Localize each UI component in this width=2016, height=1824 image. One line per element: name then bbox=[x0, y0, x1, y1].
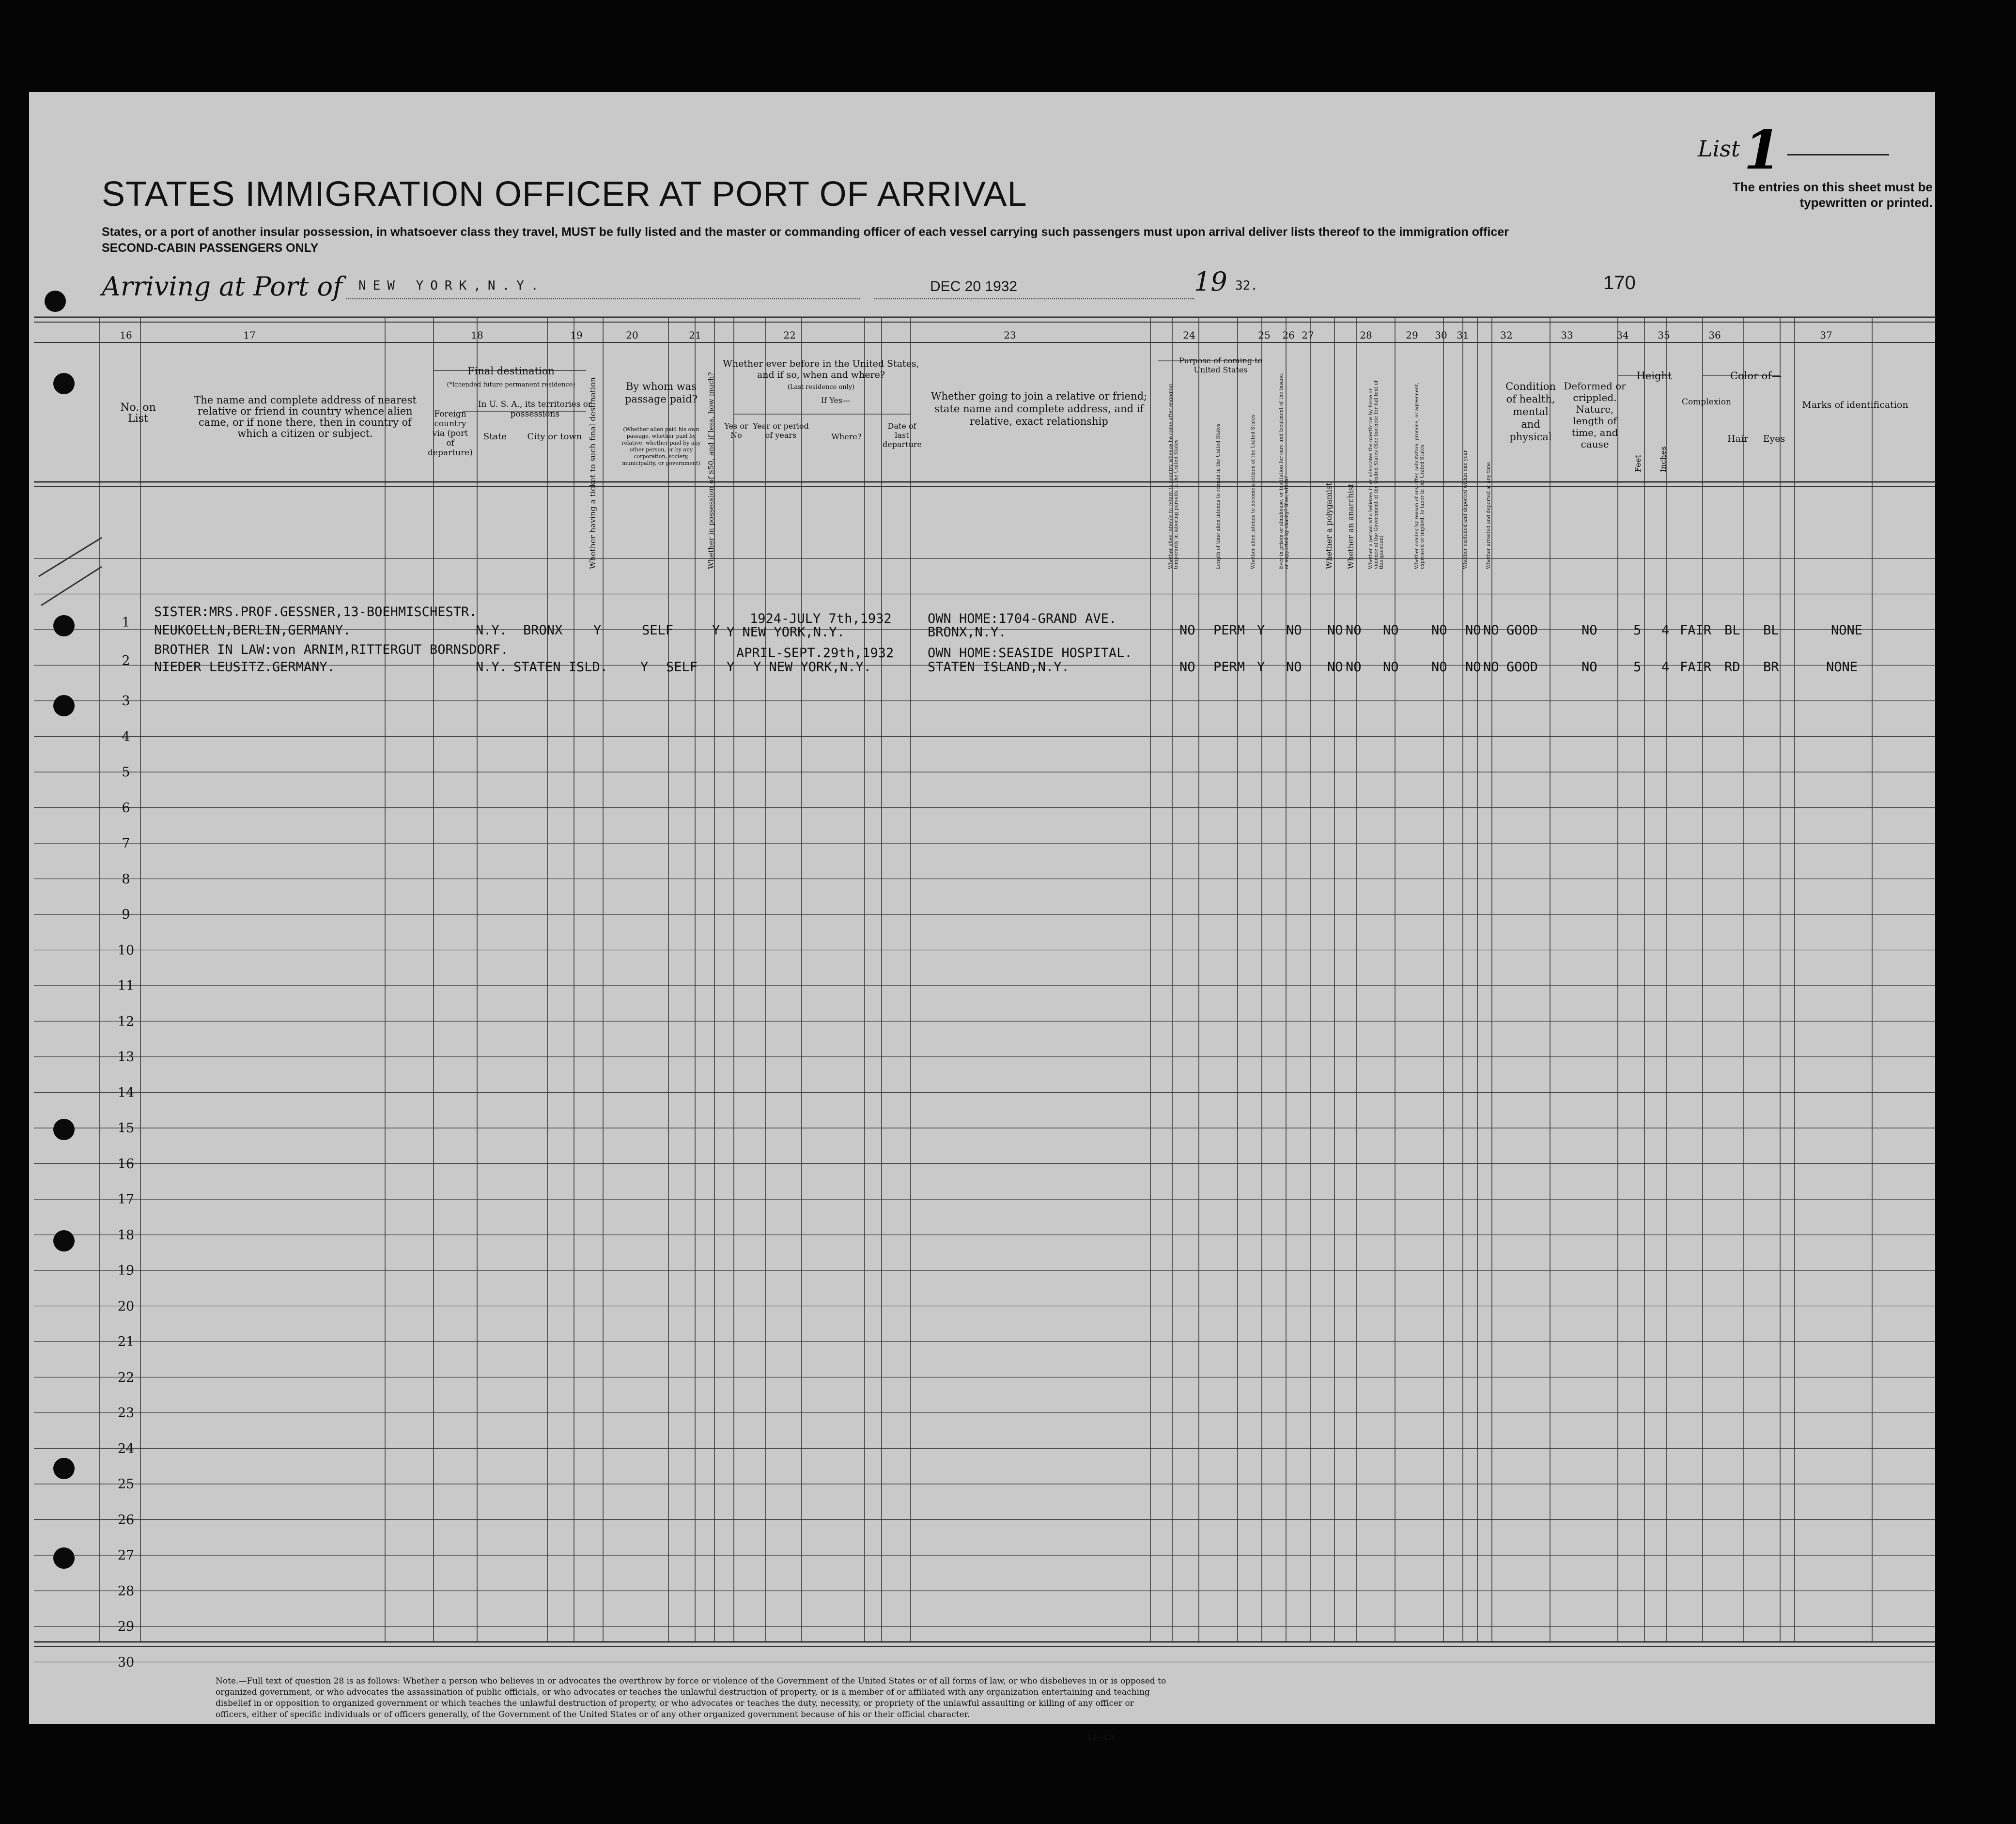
column-number: 34 bbox=[1616, 329, 1629, 341]
header-by-whom-paid: By whom was passage paid? bbox=[625, 381, 698, 405]
header-color-of: Color of— bbox=[1730, 370, 1782, 382]
paid-by-value: SELF bbox=[666, 660, 698, 675]
polygamist-value: NO bbox=[1327, 623, 1343, 638]
header-q28: Whether a person who believes in or advocates the overthrow by force or violence of the Government of the United States (See footnote for full text of this question) bbox=[1368, 380, 1384, 569]
header-state: State bbox=[483, 432, 507, 442]
manifest-grid bbox=[29, 92, 1935, 1724]
header-date-departure: Date of last departure bbox=[883, 421, 922, 449]
hair-value: RD bbox=[1724, 660, 1740, 675]
relative-address-line: NIEDER LEUSITZ.GERMANY. bbox=[154, 660, 335, 675]
eyes-value: BL bbox=[1763, 623, 1779, 638]
header-nearest-relative: The name and complete address of nearest relative or friend in country whence alien came, or if none there, then in country of which a citizen or subject. bbox=[194, 394, 417, 439]
header-city: City or town bbox=[527, 432, 582, 442]
column-number: 29 bbox=[1406, 329, 1418, 341]
row-number: 19 bbox=[117, 1263, 135, 1278]
row-number: 27 bbox=[117, 1548, 135, 1563]
health-value: GOOD bbox=[1506, 660, 1538, 675]
footnote-q28: Note.—Full text of question 28 is as follows: Whether a person who believes in or advocates the overthrow by force or violence of the Government of the United States or of all forms of law, or who disbelieves in or is opposed to organized government, or who advocates the assassination of public officials, or who advocates or teaches the unlawful destruction of property, or is a member of or affiliated with any organization entertaining and teaching disbelief in or opposition to organized government or which teaches the unlawful destruction of property, or who advocates or teaches the duty, necessity, or propriety of the unlawful assaulting or killing of any officer or officers, either of specific individuals or of officers generally, of the Government of the United States or of any other organized government because of his or their official character. bbox=[216, 1676, 1166, 1719]
anarchist-value: NO bbox=[1346, 660, 1362, 675]
header-prison: Ever in prison or almshouse, or institution for care and treatment of the insane, or supported by charity? If so, which? bbox=[1279, 372, 1289, 569]
row-number: 9 bbox=[122, 907, 130, 922]
row-number: 25 bbox=[117, 1477, 135, 1492]
header-inches: Inches bbox=[1659, 446, 1668, 472]
purpose-return: NO bbox=[1179, 623, 1195, 638]
height-inches: 4 bbox=[1661, 623, 1670, 638]
height-inches: 4 bbox=[1661, 660, 1670, 675]
row-number: 7 bbox=[122, 836, 130, 851]
polygamist-value: NO bbox=[1327, 660, 1343, 675]
complexion-value: FAIR bbox=[1680, 623, 1712, 638]
q29-value: NO bbox=[1431, 623, 1447, 638]
binder-hole bbox=[53, 695, 75, 716]
list-number: 1 bbox=[1744, 119, 1781, 181]
sheet-number: 170 bbox=[1603, 272, 1636, 294]
column-number: 16 bbox=[120, 329, 132, 341]
row-number: 18 bbox=[117, 1227, 135, 1243]
complexion-value: FAIR bbox=[1680, 660, 1712, 675]
row-number: 23 bbox=[117, 1406, 135, 1421]
column-number: 21 bbox=[689, 329, 701, 341]
header-anarchist: Whether an anarchist bbox=[1346, 483, 1355, 569]
column-number: 32 bbox=[1500, 329, 1513, 341]
instruction-text: States, or a port of another insular possession, in whatsoever class they travel, MUST be fully listed and the master or commanding officer of each vessel carrying such passengers must upon arrival deliver lists thereof to the immigration officer bbox=[102, 225, 1509, 239]
row-number: 5 bbox=[122, 765, 130, 780]
q29-value: NO bbox=[1431, 660, 1447, 675]
destination-state: N.Y. bbox=[476, 623, 508, 638]
row-number: 6 bbox=[122, 800, 130, 816]
before-in-us-dates: APRIL-SEPT.29th,1932 bbox=[736, 646, 894, 661]
column-number: 19 bbox=[570, 329, 583, 341]
q31-value: NO bbox=[1483, 623, 1499, 638]
q28-value: NO bbox=[1383, 660, 1399, 675]
health-value: GOOD bbox=[1506, 623, 1538, 638]
binder-hole bbox=[45, 291, 66, 312]
binder-hole bbox=[53, 1119, 75, 1140]
header-purpose-return: Whether alien intends to return to country whence he came after engaging temporarily in laboring pursuits in the United States bbox=[1168, 384, 1179, 569]
binder-hole bbox=[53, 1458, 75, 1479]
header-in-usa: In U. S. A., its territories or possessions bbox=[478, 400, 592, 419]
row-number: 8 bbox=[122, 871, 130, 887]
q28-value: NO bbox=[1383, 623, 1399, 638]
q31-value: NO bbox=[1483, 660, 1499, 675]
header-last-residence: (Last residence only) bbox=[787, 384, 855, 391]
hair-value: BL bbox=[1724, 623, 1740, 638]
date-value: DEC 20 1932 bbox=[930, 278, 1018, 294]
binder-hole bbox=[53, 1230, 75, 1252]
prison-value: NO bbox=[1286, 660, 1302, 675]
column-number: 20 bbox=[626, 329, 638, 341]
row-number: 20 bbox=[117, 1298, 135, 1314]
header-marks: Marks of identification bbox=[1802, 400, 1908, 410]
q30-value: NO bbox=[1465, 660, 1481, 675]
before-in-us-dates: 1924-JULY 7th,1932 bbox=[750, 611, 892, 626]
column-number: 37 bbox=[1820, 329, 1832, 341]
row-number: 14 bbox=[117, 1085, 135, 1100]
row-number: 29 bbox=[117, 1619, 135, 1634]
header-deformed: Deformed or crippled. Nature, length of time, and cause bbox=[1564, 380, 1626, 450]
row-number: 24 bbox=[117, 1441, 135, 1456]
column-number: 17 bbox=[243, 329, 256, 341]
column-number: 18 bbox=[471, 329, 483, 341]
column-number: 27 bbox=[1302, 329, 1314, 341]
header-foreign-country: Foreign country via (port of departure) bbox=[428, 409, 473, 458]
row-number: 12 bbox=[117, 1014, 135, 1029]
column-number: 22 bbox=[783, 329, 796, 341]
column-number: 36 bbox=[1708, 329, 1721, 341]
row-number: 1 bbox=[122, 615, 130, 630]
header-complexion: Complexion bbox=[1682, 397, 1731, 407]
header-q31: Whether arrested and deported at any time bbox=[1486, 462, 1491, 569]
eyes-value: BR bbox=[1763, 660, 1779, 675]
column-number: 33 bbox=[1561, 329, 1573, 341]
marks-value: NONE bbox=[1826, 660, 1858, 675]
q30-value: NO bbox=[1465, 623, 1481, 638]
row-number: 17 bbox=[117, 1192, 135, 1207]
port-value: NEW YORK,N.Y. bbox=[358, 278, 545, 293]
column-number: 25 bbox=[1258, 329, 1271, 341]
binder-hole bbox=[53, 373, 75, 394]
ticket-value: Y bbox=[593, 623, 602, 638]
cabin-class-text: SECOND-CABIN PASSENGERS ONLY bbox=[102, 241, 319, 255]
header-polygamist: Whether a polygamist bbox=[1324, 482, 1334, 569]
header-height: Height bbox=[1636, 370, 1672, 382]
row-number: 22 bbox=[117, 1370, 135, 1385]
page-title: STATES IMMIGRATION OFFICER AT PORT OF ARRIVAL bbox=[102, 175, 1027, 214]
header-yes-no: Yes or No bbox=[724, 421, 748, 440]
column-number: 28 bbox=[1360, 329, 1372, 341]
header-by-whom-paid-sub: (Whether alien paid his own passage, whether paid by relative, whether paid by any other person, or by any corporation, society, municipality, or government) bbox=[621, 426, 701, 466]
relative-address-line: SISTER:MRS.PROF.GESSNER,13-BOEHMISCHESTR. bbox=[154, 604, 477, 619]
join-relative-line: BRONX,N.Y. bbox=[928, 625, 1007, 640]
header-purpose-length: Length of time alien intends to remain in the United States bbox=[1216, 423, 1221, 569]
year-prefix: 19 bbox=[1194, 266, 1227, 297]
header-feet: Feet bbox=[1633, 455, 1643, 472]
row-number: 16 bbox=[117, 1156, 135, 1172]
header-no-on-list-text: No. on List bbox=[120, 402, 156, 425]
deformed-value: NO bbox=[1582, 660, 1597, 675]
header-where: Where? bbox=[831, 432, 862, 441]
deformed-value: NO bbox=[1582, 623, 1597, 638]
header-health: Condition of health, mental and physical bbox=[1505, 381, 1556, 443]
form-number: 14—430 bbox=[1087, 1734, 1116, 1742]
height-feet: 5 bbox=[1633, 623, 1642, 638]
height-feet: 5 bbox=[1633, 660, 1642, 675]
row-number: 2 bbox=[122, 653, 130, 668]
header-q30: Whether excluded and deported within one year bbox=[1463, 450, 1468, 569]
column-number: 35 bbox=[1658, 329, 1670, 341]
header-final-destination: Final destination bbox=[467, 365, 555, 377]
purpose-return: NO bbox=[1179, 660, 1195, 675]
column-number: 23 bbox=[1004, 329, 1016, 341]
binder-hole bbox=[53, 1547, 75, 1569]
row-number: 3 bbox=[122, 694, 130, 709]
row-number: 13 bbox=[117, 1050, 135, 1065]
column-number: 31 bbox=[1457, 329, 1469, 341]
ticket-value: Y bbox=[640, 660, 649, 675]
header-possession-30: Whether in possession of $50, and if less, how much? bbox=[707, 372, 715, 569]
row-number: 28 bbox=[117, 1583, 135, 1599]
possession-value: Y bbox=[712, 623, 720, 638]
row-number: 30 bbox=[117, 1654, 135, 1670]
arriving-label: Arriving at Port of bbox=[102, 271, 343, 302]
join-relative-line: OWN HOME:SEASIDE HOSPITAL. bbox=[928, 646, 1132, 661]
paid-by-value: SELF bbox=[642, 623, 674, 638]
header-hair: Hair bbox=[1727, 433, 1749, 444]
anarchist-value: NO bbox=[1346, 623, 1362, 638]
row-number: 11 bbox=[117, 978, 135, 993]
header-q29: Whether coming by reason of any offer, solicitation, promise, or agreement, expressed or implied, to labor in the United States bbox=[1414, 383, 1425, 569]
header-purpose: Purpose of coming to United States bbox=[1179, 356, 1263, 374]
manifest-sheet bbox=[29, 92, 1935, 1742]
header-purpose-citizen: Whether alien intends to become a citizen of the United States bbox=[1251, 414, 1256, 569]
row-number: 26 bbox=[117, 1512, 135, 1528]
destination-state: N.Y. bbox=[476, 660, 508, 675]
list-label: List bbox=[1698, 136, 1740, 162]
before-in-us-place: Y NEW YORK,N.Y. bbox=[753, 660, 871, 675]
purpose-citizen: Y bbox=[1257, 660, 1265, 675]
purpose-citizen: Y bbox=[1257, 623, 1265, 638]
column-number: 26 bbox=[1282, 329, 1295, 341]
relative-address-line: BROTHER IN LAW:von ARNIM,RITTERGUT BORNSDORF. bbox=[154, 642, 509, 657]
purpose-length: PERM bbox=[1213, 623, 1245, 638]
header-if-yes: If Yes— bbox=[821, 396, 851, 405]
row-number: 15 bbox=[117, 1121, 135, 1136]
header-eyes: Eyes bbox=[1763, 433, 1785, 444]
header-final-destination-sub: (*Intended future permanent residence) bbox=[447, 381, 575, 388]
possession-value: Y bbox=[727, 660, 735, 675]
header-ticket: Whether having a ticket to such final destination bbox=[588, 377, 597, 569]
before-in-us-place: Y NEW YORK,N.Y. bbox=[727, 625, 845, 640]
row-number: 21 bbox=[117, 1334, 135, 1349]
column-number: 30 bbox=[1435, 329, 1447, 341]
entries-note: The entries on this sheet must be typewritten or printed. bbox=[1732, 180, 1933, 210]
row-number: 10 bbox=[117, 943, 135, 958]
marks-value: NONE bbox=[1831, 623, 1863, 638]
row-number: 4 bbox=[122, 729, 130, 744]
prison-value: NO bbox=[1286, 623, 1302, 638]
binder-hole bbox=[53, 615, 75, 636]
header-before-in-us: Whether ever before in the United States, and if so, when and where? bbox=[723, 358, 919, 380]
header-join-relative: Whether going to join a relative or friend; state name and complete address, and if relative, exact relationship bbox=[930, 390, 1148, 427]
destination-city: BRONX bbox=[523, 623, 563, 638]
join-relative-line: OWN HOME:1704-GRAND AVE. bbox=[928, 611, 1117, 626]
header-year-period: Year or period of years bbox=[753, 421, 809, 440]
purpose-length: PERM bbox=[1213, 660, 1245, 675]
destination-city: STATEN ISLD. bbox=[513, 660, 608, 675]
year-suffix: 32. bbox=[1235, 278, 1258, 293]
relative-address-line: NEUKOELLN,BERLIN,GERMANY. bbox=[154, 623, 351, 638]
column-number: 24 bbox=[1183, 329, 1195, 341]
join-relative-line: STATEN ISLAND,N.Y. bbox=[928, 660, 1070, 675]
